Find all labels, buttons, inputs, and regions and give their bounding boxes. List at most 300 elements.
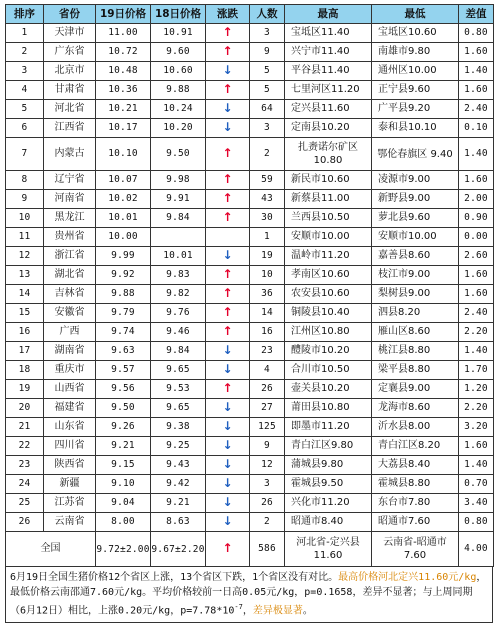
cell-diff: 2.20 bbox=[459, 399, 494, 418]
cell-province: 云南省 bbox=[44, 513, 96, 532]
table-body bbox=[6, 24, 494, 567]
cell-rank: 14 bbox=[6, 285, 44, 304]
table-row bbox=[6, 119, 494, 138]
arrow-down-icon: ↓ bbox=[222, 400, 233, 414]
cell-lowest: 凌源市9.00 bbox=[372, 171, 459, 190]
cell-count: 16 bbox=[250, 323, 285, 342]
table-row bbox=[6, 437, 494, 456]
cell-price-19: 9.92 bbox=[96, 266, 151, 285]
cell-province: 福建省 bbox=[44, 399, 96, 418]
cell-rank: 11 bbox=[6, 228, 44, 247]
table-row bbox=[6, 266, 494, 285]
cell-price-18: 9.46 bbox=[151, 323, 206, 342]
cell-rank: 3 bbox=[6, 62, 44, 81]
cell-province: 湖北省 bbox=[44, 266, 96, 285]
cell-rank: 4 bbox=[6, 81, 44, 100]
cell-count: 9 bbox=[250, 43, 285, 62]
cell-count: 125 bbox=[250, 418, 285, 437]
table-row bbox=[6, 285, 494, 304]
total-price-19: 9.72±2.00 bbox=[96, 532, 151, 567]
cell-province: 贵州省 bbox=[44, 228, 96, 247]
cell-count: 23 bbox=[250, 342, 285, 361]
header-price-18: 18日价格 bbox=[151, 5, 206, 24]
arrow-up-icon: ↑ bbox=[222, 25, 233, 39]
cell-lowest: 泰和县10.10 bbox=[372, 119, 459, 138]
table-row bbox=[6, 190, 494, 209]
cell-price-18: 9.83 bbox=[151, 266, 206, 285]
cell-highest: 温岭市11.20 bbox=[285, 247, 372, 266]
cell-rank: 18 bbox=[6, 361, 44, 380]
cell-price-19: 9.63 bbox=[96, 342, 151, 361]
cell-lowest: 龙海市8.60 bbox=[372, 399, 459, 418]
cell-rank: 12 bbox=[6, 247, 44, 266]
cell-price-19: 9.74 bbox=[96, 323, 151, 342]
cell-count: 43 bbox=[250, 190, 285, 209]
cell-count: 10 bbox=[250, 266, 285, 285]
cell-trend bbox=[206, 361, 250, 380]
header-province: 省份 bbox=[44, 5, 96, 24]
cell-diff: 1.60 bbox=[459, 437, 494, 456]
cell-price-19: 9.50 bbox=[96, 399, 151, 418]
cell-count: 27 bbox=[250, 399, 285, 418]
cell-trend bbox=[206, 247, 250, 266]
arrow-up-icon: ↑ bbox=[222, 82, 233, 96]
cell-highest: 兰西县10.50 bbox=[285, 209, 372, 228]
table-row bbox=[6, 62, 494, 81]
cell-count: 19 bbox=[250, 247, 285, 266]
table-row bbox=[6, 138, 494, 171]
cell-trend bbox=[206, 342, 250, 361]
cell-diff: 0.80 bbox=[459, 513, 494, 532]
cell-lowest: 萝北县9.60 bbox=[372, 209, 459, 228]
cell-highest: 新蔡县11.00 bbox=[285, 190, 372, 209]
cell-highest: 七里河区11.20 bbox=[285, 81, 372, 100]
cell-trend bbox=[206, 100, 250, 119]
cell-rank: 7 bbox=[6, 138, 44, 171]
cell-price-19: 11.00 bbox=[96, 24, 151, 43]
cell-price-18: 10.20 bbox=[151, 119, 206, 138]
cell-lowest: 梨树县9.00 bbox=[372, 285, 459, 304]
cell-highest: 新民市10.60 bbox=[285, 171, 372, 190]
cell-rank: 26 bbox=[6, 513, 44, 532]
cell-rank: 13 bbox=[6, 266, 44, 285]
cell-price-19: 10.17 bbox=[96, 119, 151, 138]
cell-rank: 16 bbox=[6, 323, 44, 342]
cell-province: 广东省 bbox=[44, 43, 96, 62]
table-row bbox=[6, 380, 494, 399]
cell-rank: 22 bbox=[6, 437, 44, 456]
summary-part-4: ， bbox=[242, 605, 253, 617]
arrow-down-icon: ↓ bbox=[222, 419, 233, 433]
cell-diff: 2.40 bbox=[459, 100, 494, 119]
cell-highest: 扎赉诺尔矿区 10.80 bbox=[285, 138, 372, 171]
cell-diff: 1.40 bbox=[459, 456, 494, 475]
cell-province: 湖南省 bbox=[44, 342, 96, 361]
summary-highest-note: 最高价格河北定兴11.60元/kg bbox=[338, 572, 477, 583]
header-diff: 差值 bbox=[459, 5, 494, 24]
cell-highest: 江州区10.80 bbox=[285, 323, 372, 342]
cell-count: 26 bbox=[250, 494, 285, 513]
cell-lowest: 广平县9.20 bbox=[372, 100, 459, 119]
total-lowest: 云南省-昭通市 7.60 bbox=[372, 532, 459, 567]
header-trend: 涨跌 bbox=[206, 5, 250, 24]
cell-count: 59 bbox=[250, 171, 285, 190]
cell-lowest: 大荔县8.40 bbox=[372, 456, 459, 475]
cell-trend bbox=[206, 285, 250, 304]
cell-trend bbox=[206, 399, 250, 418]
cell-price-18: 9.38 bbox=[151, 418, 206, 437]
cell-diff: 1.60 bbox=[459, 43, 494, 62]
cell-highest: 昭通市8.40 bbox=[285, 513, 372, 532]
total-diff: 4.00 bbox=[459, 532, 494, 567]
cell-price-18: 9.53 bbox=[151, 380, 206, 399]
cell-count: 30 bbox=[250, 209, 285, 228]
cell-diff: 1.20 bbox=[459, 380, 494, 399]
cell-count: 5 bbox=[250, 62, 285, 81]
cell-price-19: 10.01 bbox=[96, 209, 151, 228]
cell-price-18: 9.65 bbox=[151, 399, 206, 418]
cell-trend bbox=[206, 323, 250, 342]
cell-diff: 2.20 bbox=[459, 323, 494, 342]
cell-province: 陕西省 bbox=[44, 456, 96, 475]
cell-lowest: 青白江区8.20 bbox=[372, 437, 459, 456]
cell-diff: 0.90 bbox=[459, 209, 494, 228]
header-rank: 排序 bbox=[6, 5, 44, 24]
cell-diff: 1.70 bbox=[459, 361, 494, 380]
cell-diff: 2.40 bbox=[459, 304, 494, 323]
cell-price-19: 9.56 bbox=[96, 380, 151, 399]
cell-lowest: 桃江县8.80 bbox=[372, 342, 459, 361]
table-row bbox=[6, 171, 494, 190]
cell-rank: 24 bbox=[6, 475, 44, 494]
total-label: 全国 bbox=[6, 532, 96, 567]
cell-price-18: 10.01 bbox=[151, 247, 206, 266]
cell-highest: 孝南区10.60 bbox=[285, 266, 372, 285]
cell-province: 黑龙江 bbox=[44, 209, 96, 228]
cell-price-18: 10.60 bbox=[151, 62, 206, 81]
cell-price-18: 10.24 bbox=[151, 100, 206, 119]
cell-province: 安徽省 bbox=[44, 304, 96, 323]
cell-highest: 壶关县10.20 bbox=[285, 380, 372, 399]
arrow-down-icon: ↓ bbox=[222, 476, 233, 490]
cell-province: 山东省 bbox=[44, 418, 96, 437]
arrow-up-icon: ↑ bbox=[222, 305, 233, 319]
cell-province: 甘肃省 bbox=[44, 81, 96, 100]
cell-price-18: 9.84 bbox=[151, 209, 206, 228]
cell-province: 天津市 bbox=[44, 24, 96, 43]
summary-part-6: 。 bbox=[302, 605, 313, 617]
cell-count: 3 bbox=[250, 119, 285, 138]
cell-lowest: 泗县8.20 bbox=[372, 304, 459, 323]
cell-count: 2 bbox=[250, 138, 285, 171]
cell-highest: 霍城县9.50 bbox=[285, 475, 372, 494]
cell-price-19: 9.21 bbox=[96, 437, 151, 456]
header-price-19: 19日价格 bbox=[96, 5, 151, 24]
cell-price-19: 10.00 bbox=[96, 228, 151, 247]
cell-highest: 即墨市11.20 bbox=[285, 418, 372, 437]
cell-rank: 2 bbox=[6, 43, 44, 62]
table-row bbox=[6, 323, 494, 342]
table-row bbox=[6, 43, 494, 62]
cell-lowest: 嘉善县8.60 bbox=[372, 247, 459, 266]
arrow-up-icon: ↑ bbox=[222, 172, 233, 186]
cell-rank: 6 bbox=[6, 119, 44, 138]
cell-highest: 合川市10.50 bbox=[285, 361, 372, 380]
cell-province: 浙江省 bbox=[44, 247, 96, 266]
cell-count: 4 bbox=[250, 361, 285, 380]
arrow-up-icon: ↑ bbox=[222, 381, 233, 395]
cell-highest: 定兴县11.60 bbox=[285, 100, 372, 119]
cell-price-18: 8.63 bbox=[151, 513, 206, 532]
cell-count: 12 bbox=[250, 456, 285, 475]
table-row bbox=[6, 209, 494, 228]
cell-price-18: 9.60 bbox=[151, 43, 206, 62]
arrow-down-icon: ↓ bbox=[222, 63, 233, 77]
cell-price-19: 9.15 bbox=[96, 456, 151, 475]
cell-trend bbox=[206, 494, 250, 513]
arrow-up-icon: ↑ bbox=[222, 286, 233, 300]
cell-price-19: 9.88 bbox=[96, 285, 151, 304]
arrow-up-icon: ↑ bbox=[222, 267, 233, 281]
cell-province: 江苏省 bbox=[44, 494, 96, 513]
arrow-up-icon: ↑ bbox=[222, 541, 233, 555]
cell-trend bbox=[206, 43, 250, 62]
cell-rank: 9 bbox=[6, 190, 44, 209]
cell-diff: 2.00 bbox=[459, 190, 494, 209]
cell-trend bbox=[206, 119, 250, 138]
cell-highest: 铜陵县10.40 bbox=[285, 304, 372, 323]
cell-price-18: 9.88 bbox=[151, 81, 206, 100]
cell-highest: 蒲城县9.80 bbox=[285, 456, 372, 475]
cell-highest: 定南县10.20 bbox=[285, 119, 372, 138]
cell-highest: 兴宁市11.40 bbox=[285, 43, 372, 62]
arrow-up-icon: ↑ bbox=[222, 146, 233, 160]
table-row bbox=[6, 361, 494, 380]
cell-highest: 醴陵市10.20 bbox=[285, 342, 372, 361]
cell-lowest: 雁山区8.60 bbox=[372, 323, 459, 342]
cell-lowest: 东台市7.80 bbox=[372, 494, 459, 513]
cell-rank: 8 bbox=[6, 171, 44, 190]
cell-lowest: 通州区10.00 bbox=[372, 62, 459, 81]
cell-province: 重庆市 bbox=[44, 361, 96, 380]
cell-highest: 农安县10.60 bbox=[285, 285, 372, 304]
cell-trend bbox=[206, 24, 250, 43]
summary-text bbox=[5, 567, 493, 623]
arrow-down-icon: ↓ bbox=[222, 120, 233, 134]
summary-part-1: 6月19日全国生猪价格12个省区上涨，13个省区下跌，1个省区没有对比。 bbox=[10, 572, 339, 583]
arrow-down-icon: ↓ bbox=[222, 248, 233, 262]
cell-diff: 1.40 bbox=[459, 62, 494, 81]
cell-highest: 莆田县10.80 bbox=[285, 399, 372, 418]
cell-lowest: 正宁县9.60 bbox=[372, 81, 459, 100]
cell-price-18: 9.21 bbox=[151, 494, 206, 513]
cell-province: 山西省 bbox=[44, 380, 96, 399]
cell-price-18: 9.65 bbox=[151, 361, 206, 380]
cell-count: 14 bbox=[250, 304, 285, 323]
table-row bbox=[6, 456, 494, 475]
arrow-up-icon: ↑ bbox=[222, 44, 233, 58]
cell-highest: 安顺市10.00 bbox=[285, 228, 372, 247]
cell-price-18: 9.84 bbox=[151, 342, 206, 361]
cell-province: 北京市 bbox=[44, 62, 96, 81]
cell-highest: 青白江区9.80 bbox=[285, 437, 372, 456]
cell-lowest: 霍城县8.80 bbox=[372, 475, 459, 494]
cell-diff: 2.60 bbox=[459, 247, 494, 266]
cell-price-19: 9.10 bbox=[96, 475, 151, 494]
cell-price-19: 10.21 bbox=[96, 100, 151, 119]
cell-price-19: 8.00 bbox=[96, 513, 151, 532]
cell-trend bbox=[206, 228, 250, 247]
cell-rank: 25 bbox=[6, 494, 44, 513]
cell-diff: 0.80 bbox=[459, 24, 494, 43]
table-row bbox=[6, 304, 494, 323]
arrow-down-icon: ↓ bbox=[222, 101, 233, 115]
cell-price-19: 10.48 bbox=[96, 62, 151, 81]
cell-trend bbox=[206, 209, 250, 228]
cell-province: 吉林省 bbox=[44, 285, 96, 304]
cell-diff: 3.40 bbox=[459, 494, 494, 513]
cell-province: 河北省 bbox=[44, 100, 96, 119]
cell-trend bbox=[206, 513, 250, 532]
table-row bbox=[6, 475, 494, 494]
cell-price-18: 9.50 bbox=[151, 138, 206, 171]
cell-province: 新疆 bbox=[44, 475, 96, 494]
arrow-down-icon: ↓ bbox=[222, 495, 233, 509]
cell-diff: 0.00 bbox=[459, 228, 494, 247]
cell-price-18: 9.98 bbox=[151, 171, 206, 190]
cell-price-19: 10.72 bbox=[96, 43, 151, 62]
cell-trend bbox=[206, 475, 250, 494]
cell-price-19: 10.36 bbox=[96, 81, 151, 100]
cell-diff: 1.40 bbox=[459, 138, 494, 171]
cell-rank: 5 bbox=[6, 100, 44, 119]
cell-price-19: 10.10 bbox=[96, 138, 151, 171]
table-row bbox=[6, 81, 494, 100]
cell-trend bbox=[206, 266, 250, 285]
cell-lowest: 沂水县8.00 bbox=[372, 418, 459, 437]
header-row bbox=[6, 5, 494, 24]
cell-province: 河南省 bbox=[44, 190, 96, 209]
arrow-down-icon: ↓ bbox=[222, 438, 233, 452]
cell-diff: 1.60 bbox=[459, 81, 494, 100]
table-row bbox=[6, 418, 494, 437]
cell-province: 江西省 bbox=[44, 119, 96, 138]
arrow-up-icon: ↑ bbox=[222, 324, 233, 338]
cell-count: 9 bbox=[250, 437, 285, 456]
cell-price-18: 9.25 bbox=[151, 437, 206, 456]
cell-province: 内蒙古 bbox=[44, 138, 96, 171]
cell-count: 2 bbox=[250, 513, 285, 532]
header-highest: 最高 bbox=[285, 5, 372, 24]
cell-price-18: 9.82 bbox=[151, 285, 206, 304]
table-row bbox=[6, 228, 494, 247]
table-row bbox=[6, 494, 494, 513]
cell-lowest: 南雄市9.80 bbox=[372, 43, 459, 62]
cell-price-18: 9.91 bbox=[151, 190, 206, 209]
cell-diff: 1.60 bbox=[459, 285, 494, 304]
cell-rank: 23 bbox=[6, 456, 44, 475]
cell-price-19: 9.04 bbox=[96, 494, 151, 513]
price-table bbox=[5, 4, 494, 567]
total-highest: 河北省-定兴县 11.60 bbox=[285, 532, 372, 567]
cell-price-19: 10.07 bbox=[96, 171, 151, 190]
cell-count: 1 bbox=[250, 228, 285, 247]
cell-highest: 宝坻区11.40 bbox=[285, 24, 372, 43]
cell-count: 5 bbox=[250, 81, 285, 100]
cell-highest: 平谷县11.40 bbox=[285, 62, 372, 81]
cell-rank: 17 bbox=[6, 342, 44, 361]
cell-count: 26 bbox=[250, 380, 285, 399]
table-row bbox=[6, 247, 494, 266]
cell-diff: 0.10 bbox=[459, 119, 494, 138]
cell-price-19: 9.99 bbox=[96, 247, 151, 266]
cell-trend bbox=[206, 380, 250, 399]
total-row bbox=[6, 532, 494, 567]
header-count: 人数 bbox=[250, 5, 285, 24]
cell-trend bbox=[206, 304, 250, 323]
cell-diff: 3.20 bbox=[459, 418, 494, 437]
cell-lowest: 梁平县8.80 bbox=[372, 361, 459, 380]
table-row bbox=[6, 100, 494, 119]
summary-exponent: -7 bbox=[234, 603, 243, 611]
cell-trend bbox=[206, 456, 250, 475]
cell-trend bbox=[206, 62, 250, 81]
cell-price-18: 9.42 bbox=[151, 475, 206, 494]
cell-lowest: 新野县9.00 bbox=[372, 190, 459, 209]
cell-price-19: 9.79 bbox=[96, 304, 151, 323]
cell-count: 3 bbox=[250, 24, 285, 43]
cell-trend bbox=[206, 418, 250, 437]
total-count: 586 bbox=[250, 532, 285, 567]
cell-price-19: 9.26 bbox=[96, 418, 151, 437]
cell-diff: 1.40 bbox=[459, 342, 494, 361]
cell-price-19: 9.57 bbox=[96, 361, 151, 380]
cell-price-19: 10.02 bbox=[96, 190, 151, 209]
cell-rank: 21 bbox=[6, 418, 44, 437]
cell-trend bbox=[206, 138, 250, 171]
arrow-down-icon: ↓ bbox=[222, 514, 233, 528]
arrow-down-icon: ↓ bbox=[222, 457, 233, 471]
cell-lowest: 安顺市10.00 bbox=[372, 228, 459, 247]
cell-diff: 0.70 bbox=[459, 475, 494, 494]
cell-province: 广西 bbox=[44, 323, 96, 342]
cell-rank: 19 bbox=[6, 380, 44, 399]
arrow-down-icon: ↓ bbox=[222, 362, 233, 376]
cell-province: 四川省 bbox=[44, 437, 96, 456]
summary-part-3: ，最低价格云南邵通7.60元/kg。平均价格较前一日高0.05元/kg，p=0.1658，差异不显著；与上周同期（6月12日）相比，上涨0.20元/kg，p=7.78*10 bbox=[10, 572, 487, 617]
cell-diff: 1.60 bbox=[459, 266, 494, 285]
cell-lowest: 定襄县9.00 bbox=[372, 380, 459, 399]
cell-province: 辽宁省 bbox=[44, 171, 96, 190]
cell-lowest: 鄂伦春旗区 9.40 bbox=[372, 138, 459, 171]
cell-highest: 兴化市11.20 bbox=[285, 494, 372, 513]
cell-trend bbox=[206, 171, 250, 190]
arrow-down-icon: ↓ bbox=[222, 343, 233, 357]
cell-price-18 bbox=[151, 228, 206, 247]
cell-rank: 1 bbox=[6, 24, 44, 43]
price-report bbox=[5, 4, 493, 623]
cell-trend bbox=[206, 437, 250, 456]
cell-lowest: 宝坻区10.60 bbox=[372, 24, 459, 43]
cell-lowest: 枝江市9.00 bbox=[372, 266, 459, 285]
table-row bbox=[6, 342, 494, 361]
cell-rank: 15 bbox=[6, 304, 44, 323]
cell-diff: 1.60 bbox=[459, 171, 494, 190]
table-row bbox=[6, 399, 494, 418]
cell-count: 64 bbox=[250, 100, 285, 119]
cell-rank: 20 bbox=[6, 399, 44, 418]
total-trend-cell bbox=[206, 532, 250, 567]
